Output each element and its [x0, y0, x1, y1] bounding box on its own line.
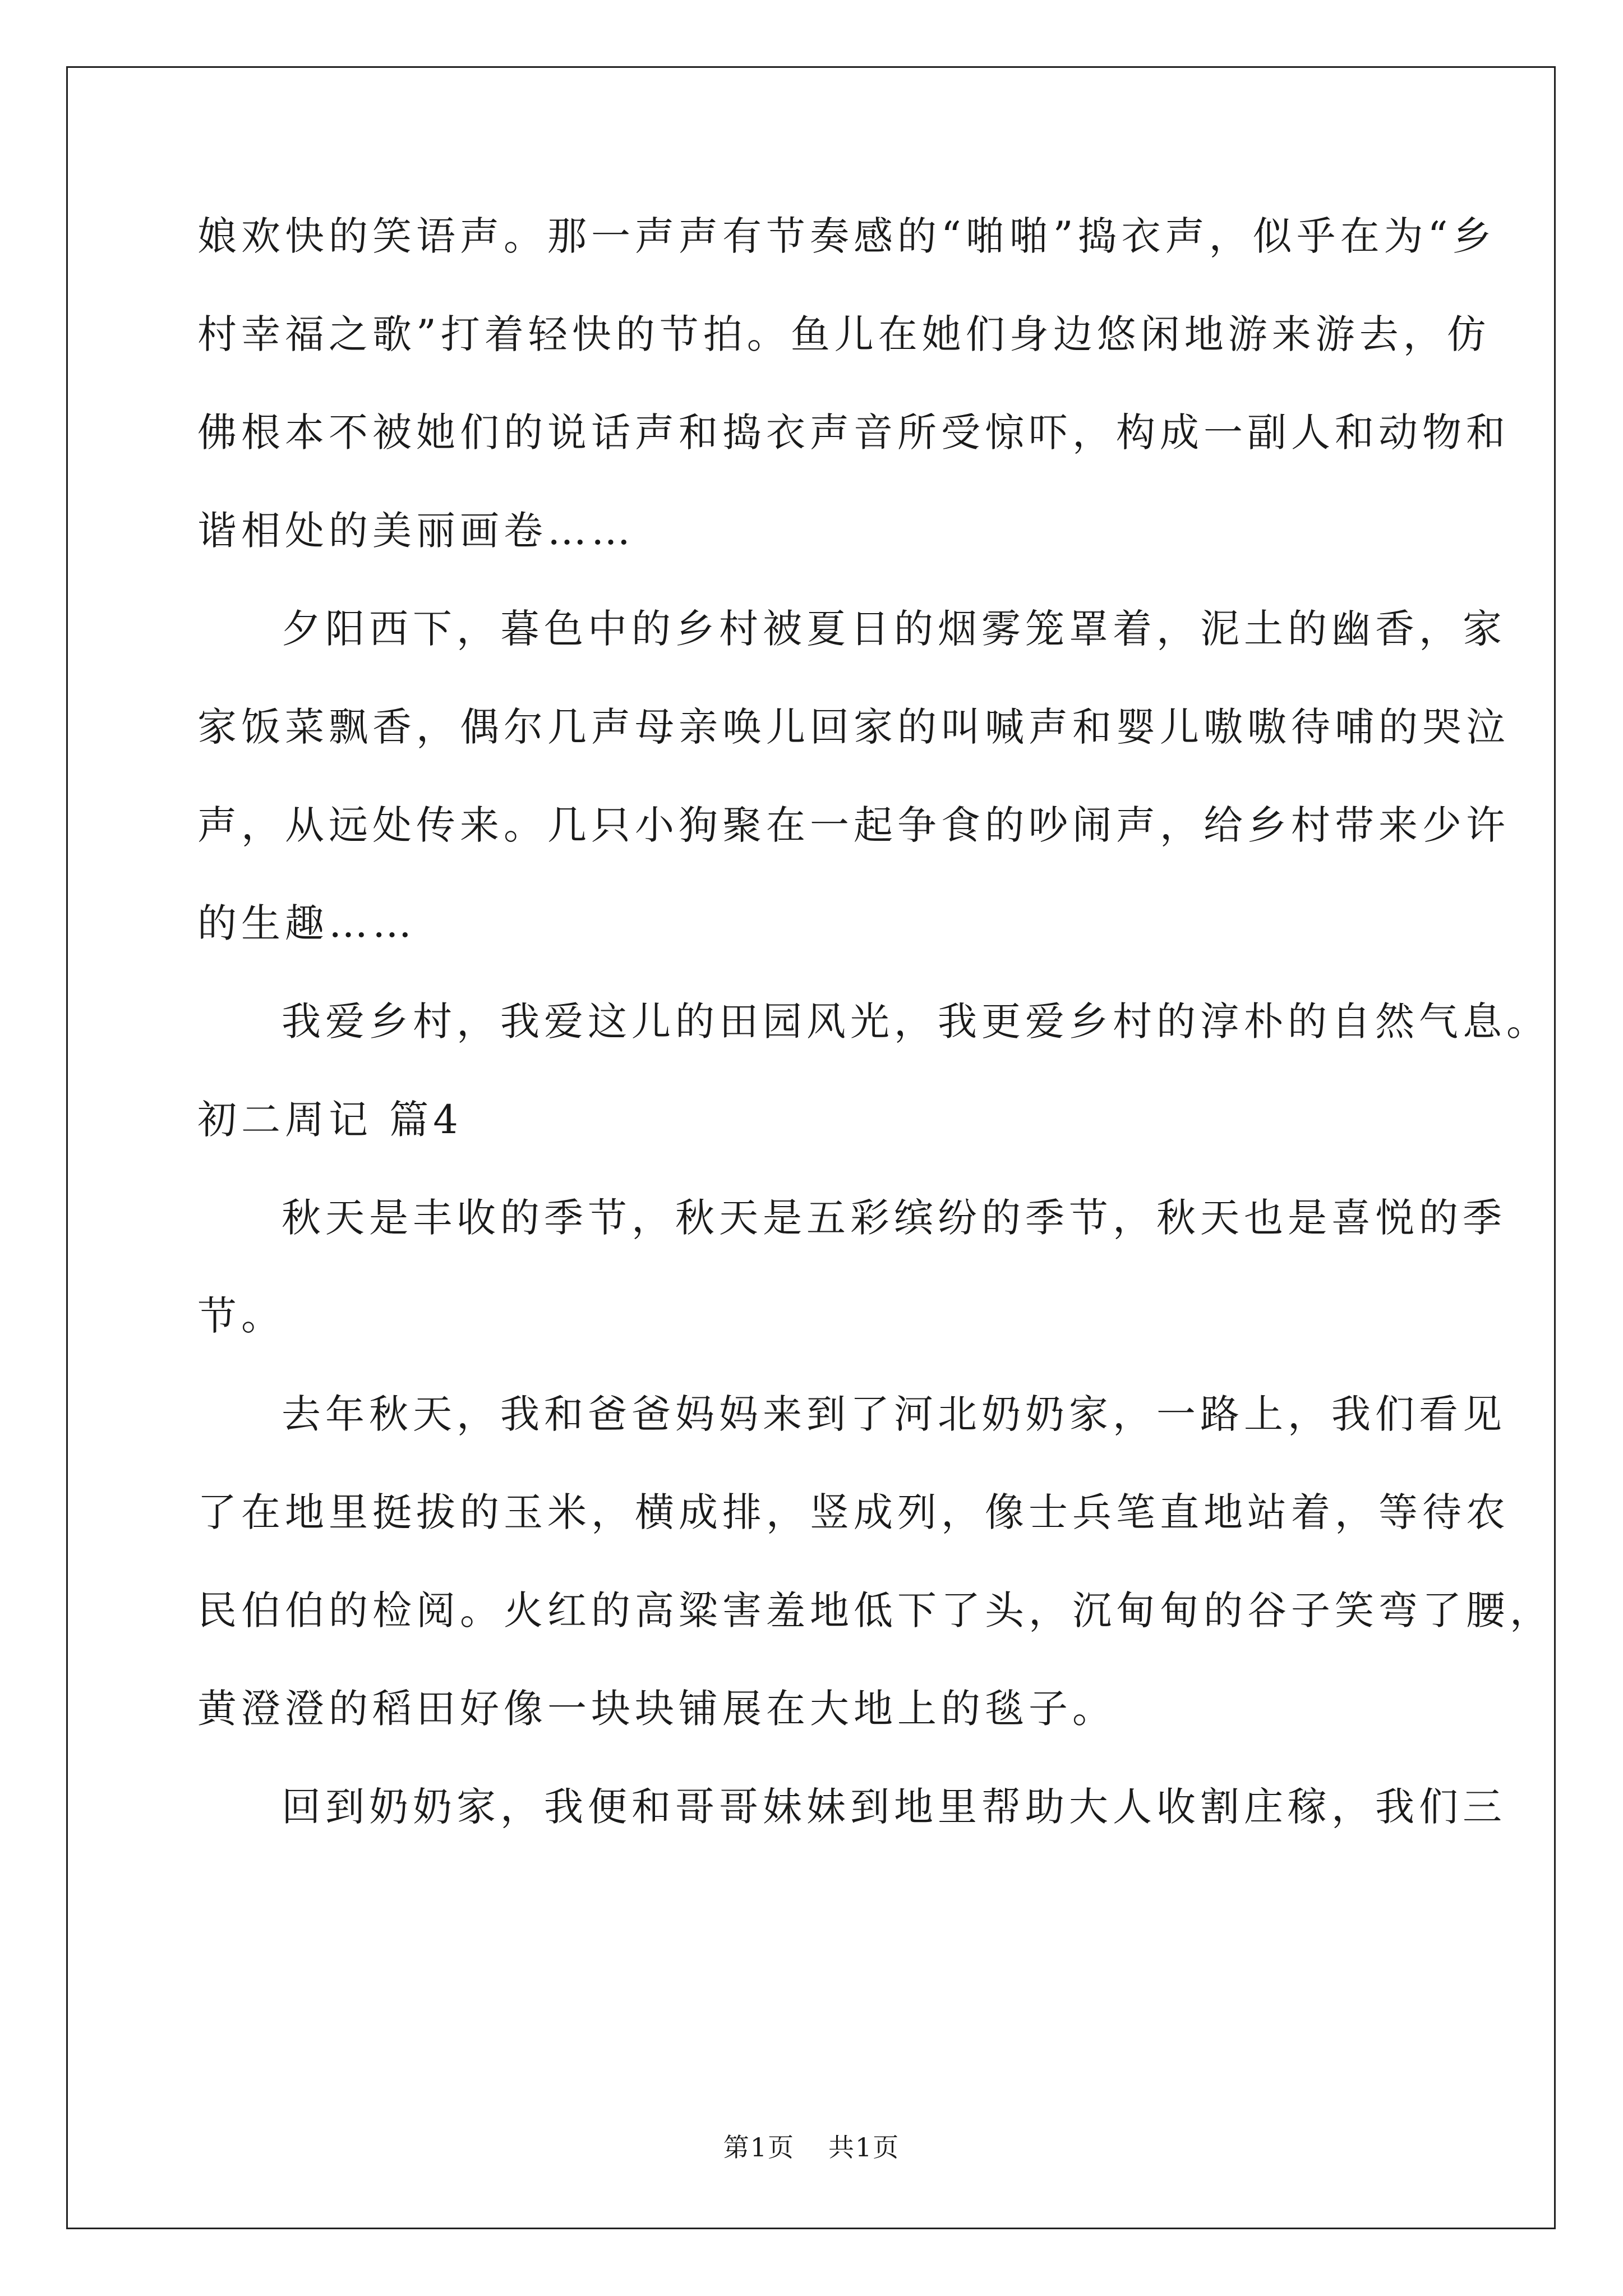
text-line: 了在地里挺拔的玉米，横成排，竖成列，像士兵笔直地站着，等待农	[197, 1489, 1510, 1535]
paragraph-start-line: 秋天是丰收的季节，秋天是五彩缤纷的季节，秋天也是喜悦的季	[282, 1195, 1506, 1241]
paragraph-start-line: 夕阳西下，暮色中的乡村被夏日的烟雾笼罩着，泥土的幽香，家	[282, 606, 1506, 652]
text-line: 娘欢快的笑语声。那一声声有节奏感的“啪啪”捣衣声，似乎在为“乡	[197, 213, 1496, 259]
text-line: 村幸福之歌”打着轻快的节拍。鱼儿在她们身边悠闲地游来游去，仿	[197, 311, 1491, 357]
text-line: 佛根本不被她们的说话声和捣衣声音所受惊吓，构成一副人和动物和	[197, 409, 1510, 455]
paragraph-start-line: 去年秋天，我和爸爸妈妈来到了河北奶奶家，一路上，我们看见	[282, 1391, 1506, 1437]
section-heading: 初二周记 篇4	[197, 1097, 463, 1143]
text-line: 民伯伯的检阅。火红的高粱害羞地低下了头，沉甸甸的谷子笑弯了腰，	[197, 1588, 1553, 1634]
text-line: 谐相处的美丽画卷……	[197, 508, 635, 554]
paragraph-start-line: 我爱乡村，我爱这儿的田园风光，我更爱乡村的淳朴的自然气息。	[282, 999, 1550, 1045]
paragraph-start-line: 回到奶奶家，我便和哥哥妹妹到地里帮助大人收割庄稼，我们三	[282, 1784, 1506, 1830]
text-line: 的生趣……	[197, 900, 416, 946]
text-line: 节。	[197, 1293, 285, 1339]
text-line: 家饭菜飘香，偶尔几声母亲唤儿回家的叫喊声和婴儿嗷嗷待哺的哭泣	[197, 704, 1510, 750]
page-number-label: 第1页	[723, 2132, 795, 2162]
text-line: 声，从远处传来。几只小狗聚在一起争食的吵闹声，给乡村带来少许	[197, 802, 1510, 848]
text-line: 黄澄澄的稻田好像一块块铺展在大地上的毯子。	[197, 1686, 1116, 1732]
document-body	[197, 211, 1553, 1880]
page-footer	[0, 2132, 1623, 2163]
page-total-label: 共1页	[828, 2132, 900, 2162]
